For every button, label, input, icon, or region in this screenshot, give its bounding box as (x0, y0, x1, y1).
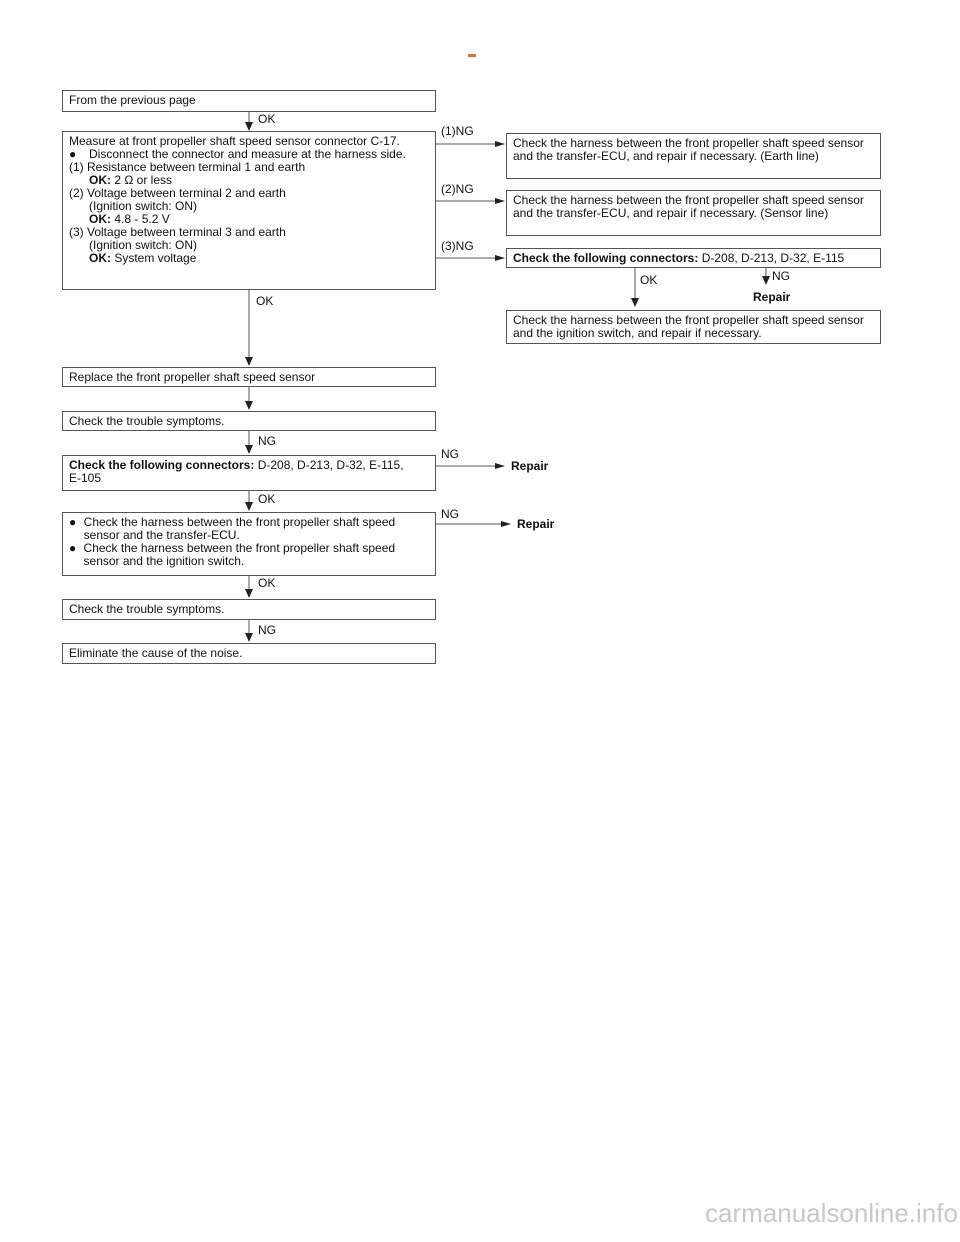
ng2-label: (2)NG (441, 182, 474, 196)
bullet-icon: ● (69, 515, 77, 529)
check-symptoms-text-1: Check the trouble symptoms. (69, 414, 225, 428)
connectors-key: Check the following connectors: (69, 458, 255, 472)
repair-label-2: Repair (511, 459, 549, 473)
check-symptoms-text-2: Check the trouble symptoms. (69, 602, 225, 616)
ng-label-symptoms-1: NG (258, 434, 276, 448)
harness-check-2: Check the harness between the front propeller shaft speed sensor and the ignition switch. (83, 541, 396, 568)
connectors-value: D-208, D-213, D-32, E-115, (257, 458, 404, 472)
check-connectors-box-1 (506, 248, 881, 268)
measure-item3-ok (69, 252, 429, 265)
ok-key: OK: (89, 251, 111, 265)
harness-checks-box (62, 512, 436, 576)
ok-key: OK: (89, 173, 111, 187)
ng-label-connectors-2: NG (441, 447, 459, 461)
ok-label-measure: OK (256, 294, 274, 308)
measure-item3-cond: (Ignition switch: ON) (89, 238, 198, 252)
check-earth-box (506, 133, 881, 179)
measure-item2: (2) Voltage between terminal 2 and earth (69, 186, 286, 200)
connectors-key: Check the following connectors: (513, 251, 699, 265)
ng1-label: (1)NG (441, 124, 474, 138)
ok-value: 4.8 - 5.2 V (114, 212, 170, 226)
measure-box (62, 131, 436, 290)
measure-title: Measure at front propeller shaft speed sensor connector C-17. (69, 134, 400, 148)
replace-sensor-box (62, 367, 436, 387)
ng-label-connectors: NG (772, 269, 790, 283)
measure-bullet: Disconnect the connector and measure at the harness side. (89, 147, 406, 161)
check-ignition-box (506, 310, 881, 344)
eliminate-box (62, 643, 436, 664)
eliminate-text: Eliminate the cause of the noise. (69, 646, 243, 660)
watermark: carmanualsonline.info (705, 1198, 958, 1228)
ok-value: System voltage (114, 251, 197, 265)
measure-item1: (1) Resistance between terminal 1 and earth (69, 160, 306, 174)
bullet-icon: ● (69, 147, 77, 161)
ok-key: OK: (89, 212, 111, 226)
check-connectors-box-2 (62, 455, 436, 491)
harness-check-row-2 (69, 542, 429, 568)
check-sensor-text: Check the harness between the front propeller shaft speed sensor and the transfer-ECU, and repair if necessary. (Sensor line) (513, 193, 864, 220)
harness-check-row-1 (69, 516, 429, 542)
check-ignition-text: Check the harness between the front propeller shaft speed sensor and the ignition switch, and repair if necessary. (513, 313, 864, 340)
from-previous-text: From the previous page (69, 93, 196, 107)
measure-item2-cond: (Ignition switch: ON) (89, 199, 198, 213)
ng-label-symptoms-2: NG (258, 623, 276, 637)
check-sensor-box (506, 190, 881, 236)
ok-label-connectors-2: OK (258, 492, 276, 506)
ok-label-harness: OK (258, 576, 276, 590)
check-symptoms-box-1 (62, 411, 436, 431)
ok-label-1: OK (258, 112, 276, 126)
from-previous-box (62, 90, 436, 112)
check-symptoms-box-2 (62, 599, 436, 620)
ok-label-connectors: OK (640, 273, 658, 287)
replace-sensor-text: Replace the front propeller shaft speed sensor (69, 370, 316, 384)
ng-label-harness: NG (441, 507, 459, 521)
ok-value: 2 Ω or less (114, 173, 172, 187)
harness-check-1: Check the harness between the front propeller shaft speed sensor and the transfer-ECU. (83, 515, 396, 542)
measure-item3: (3) Voltage between terminal 3 and earth (69, 225, 286, 239)
repair-label-1: Repair (753, 290, 791, 304)
ng3-label: (3)NG (441, 239, 474, 253)
bullet-icon: ● (69, 541, 77, 555)
connectors-value-2: E-105 (69, 471, 102, 485)
repair-label-3: Repair (517, 517, 555, 531)
connectors-value: D-208, D-213, D-32, E-115 (701, 251, 845, 265)
check-earth-text: Check the harness between the front propeller shaft speed sensor and the transfer-ECU, and repair if necessary. (Earth line) (513, 136, 864, 163)
